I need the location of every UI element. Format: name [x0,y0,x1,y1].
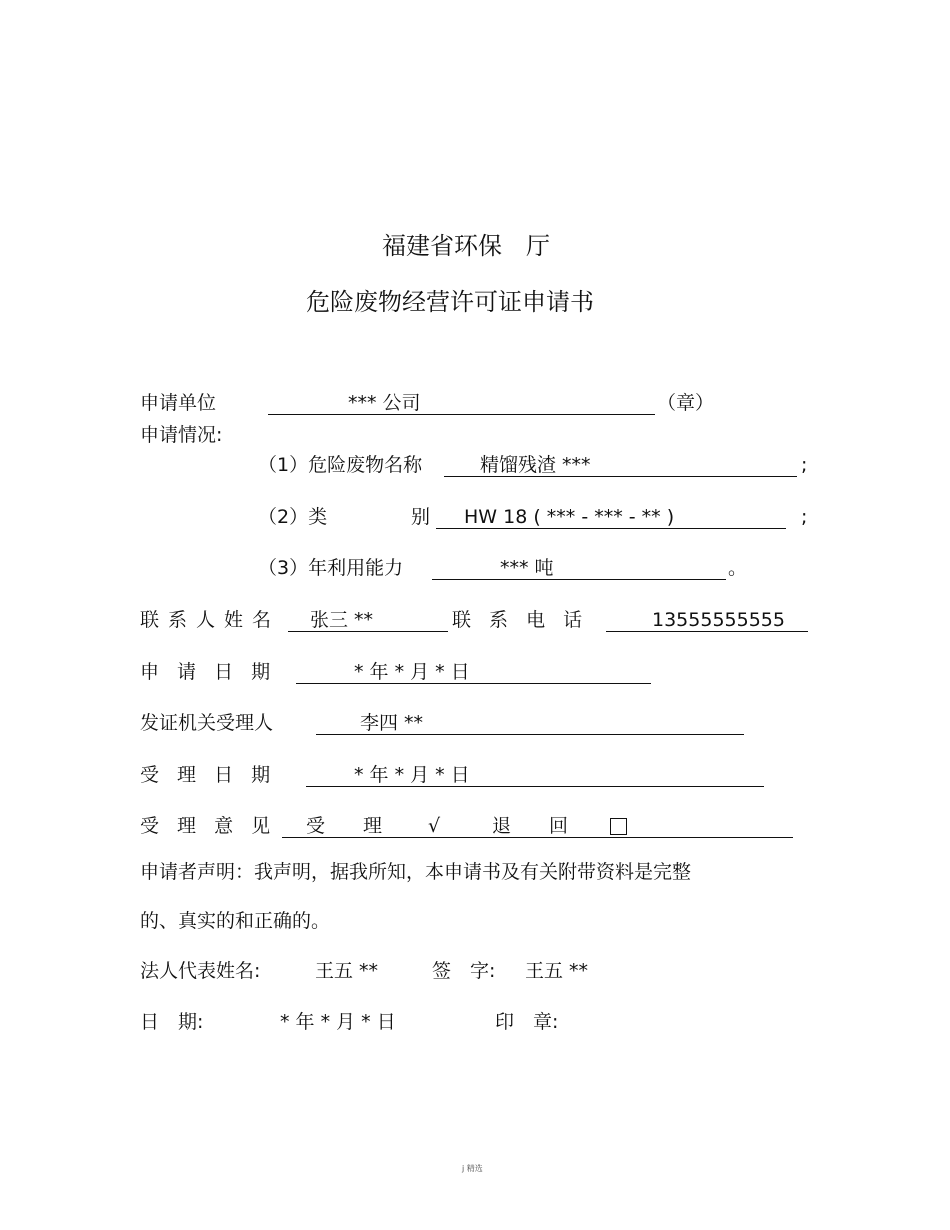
signature-value[interactable]: 王五 ** [525,960,589,982]
waste-name-field[interactable] [444,454,797,477]
category-field[interactable] [436,506,786,529]
signature-label: 签 字: [432,960,496,982]
legal-rep-label: 法人代表姓名: [140,960,261,982]
opinion-label: 受 理 意 见 [140,815,277,837]
waste-name-value: 精馏残渣 *** [480,454,591,476]
capacity-value: *** 吨 [500,557,554,579]
apply-date-value: * 年 * 月 * 日 [354,661,470,683]
acceptor-value: 李四 ** [360,712,424,734]
acceptor-field[interactable] [316,712,744,735]
situation-label: 申请情况: [140,424,223,446]
opinion-accept-label: 受 理 [306,815,383,837]
category-end: ; [801,506,808,528]
accept-date-value: * 年 * 月 * 日 [354,764,470,786]
declaration-line-1: 申请者声明：我声明，据我所知，本申请书及有关附带资料是完整 [140,861,692,883]
category-label-b: 别 [411,506,431,528]
capacity-end: 。 [728,557,748,579]
applicant-field[interactable] [268,392,655,415]
applicant-seal-suffix: （章） [657,392,715,414]
applicant-value: *** 公司 [348,392,421,414]
title-line-1: 福建省环保 厅 [382,232,550,260]
contact-phone-value: 13555555555 [652,609,785,631]
capacity-field[interactable] [432,557,726,580]
category-value: HW 18 ( *** - *** - ** ) [464,506,675,528]
accept-date-field[interactable] [306,764,764,787]
contact-phone-label: 联 系 电 话 [452,609,589,631]
waste-name-label: （1）危险废物名称 [258,454,423,476]
contact-name-label: 联系人姓名 [140,609,281,631]
title-line-2: 危险废物经营许可证申请书 [306,288,594,316]
applicant-label: 申请单位 [140,392,217,414]
opinion-reject-label: 退 回 [492,815,569,837]
acceptor-label: 发证机关受理人 [140,712,274,734]
accept-date-label: 受 理 日 期 [140,764,277,786]
contact-phone-field[interactable] [606,609,808,632]
page-footer: j 精选 [462,1164,483,1173]
waste-name-end: ; [801,454,808,476]
opinion-reject-checkbox[interactable] [610,818,627,835]
opinion-accept-checkmark[interactable]: √ [428,815,441,837]
apply-date-field[interactable] [296,661,651,684]
contact-name-field[interactable] [288,609,448,632]
category-label-a: （2）类 [258,506,328,528]
legal-rep-value[interactable]: 王五 ** [315,960,379,982]
declaration-line-2: 的、真实的和正确的。 [140,910,331,932]
seal-label: 印 章: [495,1011,559,1033]
capacity-label: （3）年利用能力 [258,557,404,579]
opinion-field [282,815,793,838]
sign-date-value[interactable]: * 年 * 月 * 日 [280,1011,396,1033]
apply-date-label: 申 请 日 期 [140,661,277,683]
sign-date-label: 日 期: [140,1011,204,1033]
contact-name-value: 张三 ** [310,609,374,631]
